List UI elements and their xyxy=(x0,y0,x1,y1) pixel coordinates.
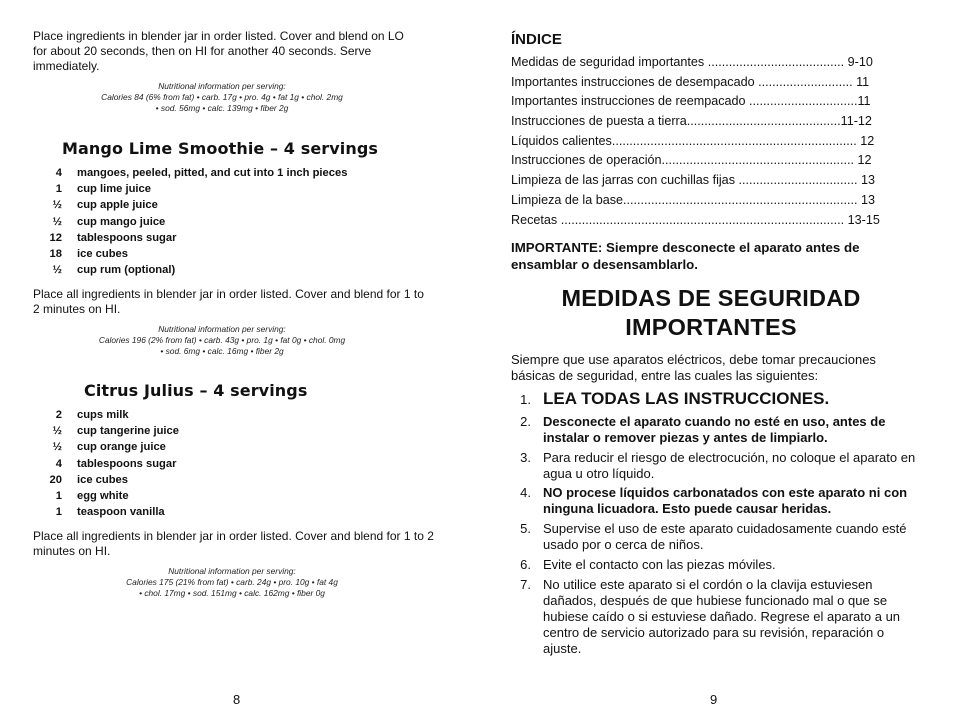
nutrition-line: Calories 175 (21% from fat) • carb. 24g • pro. 10g • fat 4g xyxy=(126,577,338,587)
important-note: IMPORTANTE: Siempre desconecte el aparato antes de ensamblar o desensamblarlo. xyxy=(511,240,860,272)
recipe-nutrition xyxy=(82,566,382,599)
ingredient-item: tablespoons sugar xyxy=(77,231,177,244)
ingredient-row xyxy=(40,230,440,246)
toc-entry: Instrucciones de operación....................................................... 12 xyxy=(511,153,872,168)
ingredient-row xyxy=(40,439,440,455)
ingredient-item: cup orange juice xyxy=(77,441,166,454)
ingredient-qty: ½ xyxy=(52,199,62,212)
page-number: 9 xyxy=(710,692,718,707)
ingredient-item: cups milk xyxy=(77,409,129,421)
toc-entry: Instrucciones de puesta a tierra............................................11-12 xyxy=(511,114,872,129)
ingredient-item: tablespoons sugar xyxy=(77,457,177,470)
recipe-nutrition xyxy=(72,324,372,357)
ingredient-row xyxy=(40,181,440,197)
ingredient-item: cup lime juice xyxy=(77,183,151,196)
recipe-directions: Place all ingredients in blender jar in order listed. Cover and blend for 1 to 2 minutes on HI. xyxy=(33,529,434,558)
nutrition-line: • sod. 56mg • calc. 139mg • fiber 2g xyxy=(155,103,289,113)
ingredient-qty: 1 xyxy=(55,489,62,502)
recipe-title: Citrus Julius – 4 servings xyxy=(84,381,308,400)
ingredient-qty: 4 xyxy=(55,457,62,470)
safety-item-text: NO procese líquidos carbonatados con este aparato ni con ninguna licuadora. Esto puede causar heridas. xyxy=(543,485,908,516)
page-number: 8 xyxy=(233,692,241,707)
ingredient-row xyxy=(40,504,440,520)
ingredient-row xyxy=(40,407,440,423)
section-title-line: MEDIDAS DE SEGURIDAD xyxy=(561,285,861,311)
nutrition-label: Nutritional information per serving: xyxy=(158,81,286,91)
ingredient-qty: ½ xyxy=(52,215,62,228)
nutrition-line: • sod. 6mg • calc. 16mg • fiber 2g xyxy=(160,346,284,356)
ingredient-qty: 2 xyxy=(55,409,62,421)
safety-intro: Siempre que use aparatos eléctricos, debe tomar precauciones básicas de seguridad, entre las cuales las siguientes: xyxy=(511,352,876,383)
ingredient-row xyxy=(40,165,440,181)
safety-item-number: 7. xyxy=(520,577,531,592)
toc-entry: Recetas ................................................................................. 13-15 xyxy=(511,212,880,227)
nutrition-label: Nutritional information per serving: xyxy=(168,566,296,576)
ingredient-row xyxy=(40,214,440,230)
ingredient-qty: 20 xyxy=(49,473,62,486)
recipe-title: Mango Lime Smoothie – 4 servings xyxy=(62,139,379,158)
toc-entry: Importantes instrucciones de desempacado ........................... 11 xyxy=(511,74,870,89)
nutrition-label: Nutritional information per serving: xyxy=(158,324,286,334)
nutrition-line: • chol. 17mg • sod. 151mg • calc. 162mg • fiber 0g xyxy=(139,588,325,598)
ingredient-list xyxy=(40,165,440,278)
ingredient-item: ice cubes xyxy=(77,247,128,260)
safety-item-text: LEA TODAS LAS INSTRUCCIONES. xyxy=(543,389,830,408)
toc-entry: Medidas de seguridad importantes ....................................... 9-10 xyxy=(511,55,873,69)
safety-item-text: Desconecte el aparato cuando no esté en uso, antes de instalar o remover piezas y antes de limpiarlo. xyxy=(543,414,886,445)
nutrition-line: Calories 84 (6% from fat) • carb. 17g • pro. 4g • fat 1g • chol. 2mg xyxy=(101,92,343,102)
nutrition-line: Calories 196 (2% from fat) • carb. 43g • pro. 1g • fat 0g • chol. 0mg xyxy=(98,335,346,345)
safety-item-number: 6. xyxy=(520,557,531,572)
ingredient-item: mangoes, peeled, pitted, and cut into 1 inch pieces xyxy=(77,167,348,179)
safety-item-text: No utilice este aparato si el cordón o la clavija estuviesen dañados, después de que hubiese funcionado mal o que se hubiese caído o si estuviese dañado. Regrese el aparato a un centro de servicio autorizado para su revisión, reparación o ajuste. xyxy=(543,577,901,656)
ingredient-qty: 1 xyxy=(55,506,62,519)
ingredient-qty: 1 xyxy=(55,183,62,196)
ingredient-item: cup mango juice xyxy=(77,215,166,228)
ingredient-qty: 12 xyxy=(49,231,62,244)
safety-item-number: 4. xyxy=(520,485,531,500)
ingredient-item: teaspoon vanilla xyxy=(77,506,165,519)
safety-item-number: 5. xyxy=(520,521,531,536)
ingredient-item: egg white xyxy=(77,489,129,502)
table-of-contents xyxy=(511,53,901,230)
safety-item-number: 2. xyxy=(520,414,531,429)
ingredient-qty: ½ xyxy=(52,264,62,277)
right-page xyxy=(477,0,954,726)
ingredient-row xyxy=(40,246,440,262)
ingredient-row xyxy=(40,262,440,278)
ingredient-item: ice cubes xyxy=(77,473,128,486)
toc-entry: Importantes instrucciones de reempacado ...............................11 xyxy=(511,94,871,109)
ingredient-qty: ½ xyxy=(52,441,62,454)
ingredient-list xyxy=(40,407,440,520)
ingredient-qty: ½ xyxy=(52,425,62,438)
intro-directions: Place ingredients in blender jar in order listed. Cover and blend on LO for about 20 seconds, then on HI for another 40 seconds. Serve immediately. xyxy=(33,29,404,73)
safety-item-text: Para reducir el riesgo de electrocución, no coloque el aparato en agua u otro líquido. xyxy=(543,450,916,481)
section-title xyxy=(511,284,911,342)
intro-nutrition xyxy=(72,81,372,114)
toc-entry: Limpieza de las jarras con cuchillas fijas .................................. 13 xyxy=(511,173,875,188)
toc-entry: Líquidos calientes...................................................................... 12 xyxy=(511,133,875,148)
section-title-line: IMPORTANTES xyxy=(625,314,797,340)
ingredient-row xyxy=(40,197,440,213)
ingredient-row xyxy=(40,472,440,488)
ingredient-row xyxy=(40,488,440,504)
toc-entry: Limpieza de la base................................................................... 13 xyxy=(511,192,875,207)
ingredient-item: cup rum (optional) xyxy=(77,264,176,277)
ingredient-qty: 18 xyxy=(49,247,62,260)
ingredient-qty: 4 xyxy=(55,167,62,179)
ingredient-item: cup apple juice xyxy=(77,199,158,212)
ingredient-row xyxy=(40,456,440,472)
safety-item-number: 3. xyxy=(520,450,531,465)
ingredient-row xyxy=(40,423,440,439)
safety-item-text: Supervise el uso de este aparato cuidadosamente cuando esté usado por o cerca de niños. xyxy=(543,521,907,552)
ingredient-item: cup tangerine juice xyxy=(77,425,179,438)
recipe-directions: Place all ingredients in blender jar in order listed. Cover and blend for 1 to 2 minutes on HI. xyxy=(33,287,424,316)
index-heading: ÍNDICE xyxy=(511,31,562,48)
safety-item-text: Evite el contacto con las piezas móviles. xyxy=(543,557,776,572)
safety-item-number: 1. xyxy=(520,392,531,407)
